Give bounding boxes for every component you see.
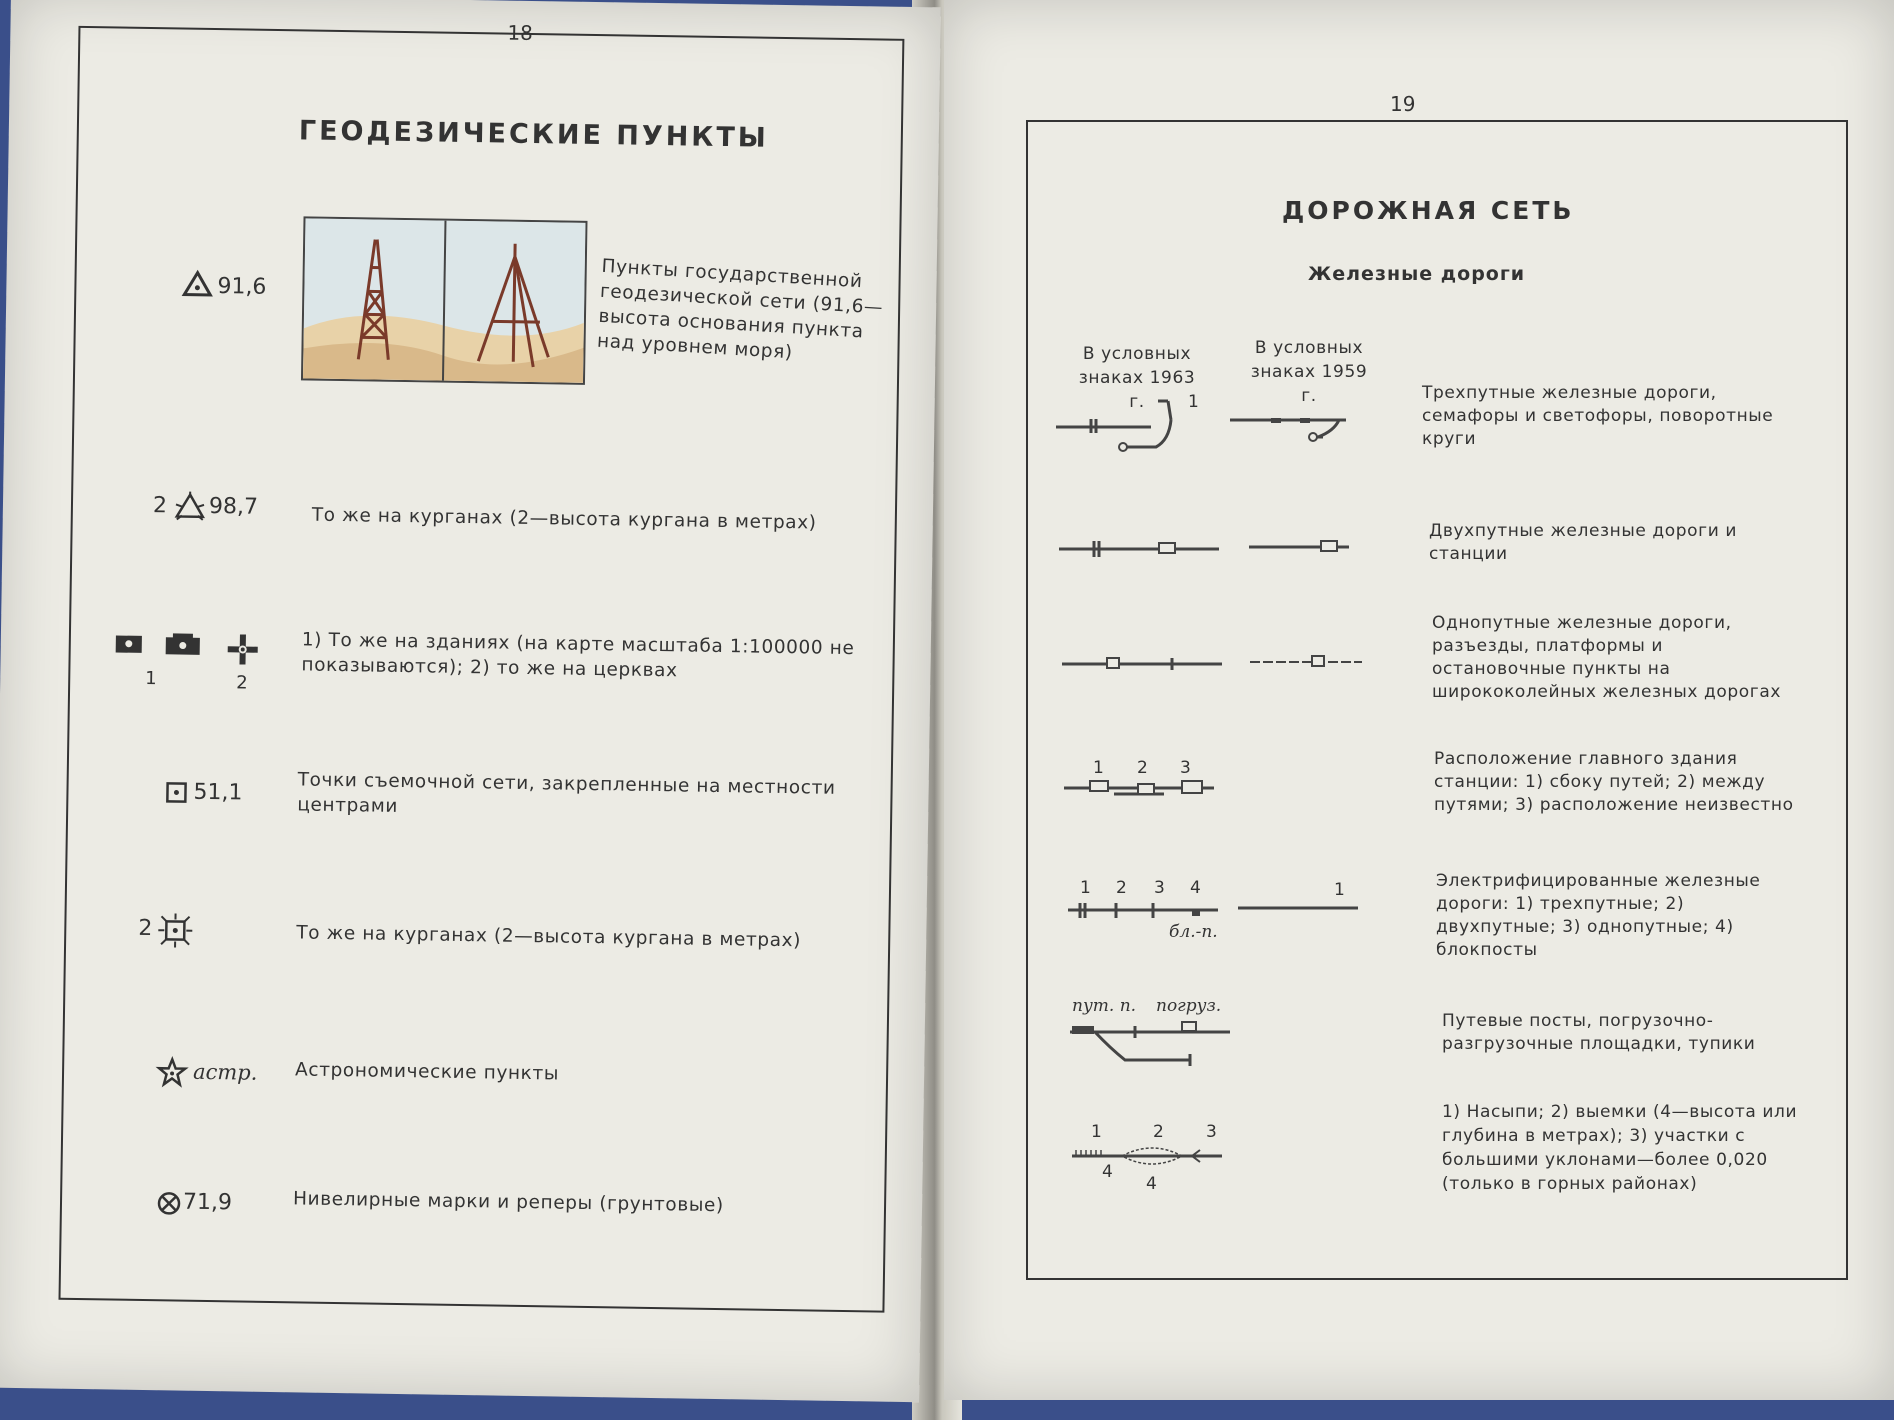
symbol-prefix: 2: [138, 915, 153, 942]
row-description: Однопутные железные дороги, разъезды, платформы и остановочные пункты на ширококолейных железных дорогах: [1432, 613, 1782, 702]
geodetic-tower-illustration: [301, 216, 588, 384]
row-description: Двухпутные железные дороги и станции: [1429, 521, 1738, 564]
triple-track-symbols: [1056, 395, 1356, 455]
symbol-label: 71,9: [182, 1189, 233, 1216]
symbol-number: 2: [1137, 758, 1148, 778]
symbol-prefix: 2: [152, 493, 168, 519]
triangle-icon: [182, 271, 212, 301]
symbol-label: 98,7: [208, 493, 259, 520]
row-description: Астрономические пункты: [294, 1059, 560, 1085]
symbol-label: 91,6: [217, 274, 267, 300]
depth-label: 4: [1146, 1174, 1157, 1194]
symbol-number: 2: [1153, 1122, 1164, 1142]
single-track-symbols: [1062, 650, 1362, 680]
blockpost-abbr: бл.-п.: [1169, 922, 1218, 942]
row-description: Нивелирные марки и реперы (грунтовые): [292, 1188, 724, 1217]
symbol-number: 1: [1091, 1122, 1102, 1142]
left-page: [0, 0, 941, 1402]
depth-label: 4: [1102, 1162, 1113, 1182]
symbol-number: 1: [1188, 392, 1199, 412]
symbol-label: 51,1: [193, 779, 243, 806]
symbol-number: 3: [1180, 758, 1191, 778]
symbol-number: 3: [1154, 878, 1165, 898]
electrified-track-symbols: [1068, 898, 1388, 928]
symbol-label: астр.: [192, 1059, 258, 1085]
column-header-1963: В условных знаках 1963 г.: [1078, 344, 1196, 412]
square-on-mound-icon: [158, 913, 193, 952]
row-description: 1) То же на зданиях (на карте масштаба 1:100000 не показываются); 2) то же на церквах: [301, 629, 855, 682]
row-description: Трехпутные железные дороги, семафоры и светофоры, поворотные круги: [1422, 383, 1774, 449]
loading-abbr: погруз.: [1156, 996, 1222, 1016]
benchmark-icon: [157, 1191, 181, 1219]
row-description: Электрифицированные железные дороги: 1) трехпутные; 2) двухпутные; 3) однопутные; 4) блокпосты: [1436, 871, 1761, 960]
page-title: ГЕОДЕЗИЧЕСКИЕ ПУНКТЫ: [298, 115, 770, 154]
star-icon: [157, 1057, 188, 1091]
building-tower-icon: [165, 633, 201, 660]
symbol-index: 2: [236, 672, 248, 694]
church-icon: [227, 634, 258, 668]
symbol-number: 1: [1093, 758, 1104, 778]
track-post-symbols: [1070, 1020, 1240, 1070]
symbol-number: 1: [1080, 878, 1091, 898]
section-subtitle: Железные дороги: [1308, 263, 1526, 285]
square-point-icon: [165, 781, 187, 807]
column-header-1959: В условных знаках 1959 г.: [1250, 338, 1368, 406]
building-icon: [115, 634, 143, 658]
station-building-symbols: [1064, 778, 1224, 808]
symbol-number: 1: [1334, 880, 1345, 900]
row-description: То же на курганах (2—высота кургана в метрах): [311, 504, 817, 534]
page-number: 19: [1390, 92, 1416, 116]
symbol-index: 1: [145, 667, 157, 690]
row-description: Путевые посты, погрузочно-разгрузочные площадки, тупики: [1442, 1011, 1756, 1054]
row-description: То же на курганах (2—высота кургана в метрах): [296, 922, 802, 952]
double-track-symbols: [1059, 535, 1359, 565]
row-description: 1) Насыпи; 2) выемки (4—высота или глубина в метрах); 3) участки с большими уклонами—более 0,020 (только в горных районах): [1442, 1102, 1798, 1194]
row-description: Точки съемочной сети, закрепленные на местности центрами: [297, 769, 836, 817]
triangle-on-mound-icon: [174, 491, 207, 525]
symbol-number: 3: [1206, 1122, 1217, 1142]
page-title: ДОРОЖНАЯ СЕТЬ: [1282, 196, 1575, 225]
symbol-number: 2: [1116, 878, 1127, 898]
row-description: Пункты государственной геодезической сети (91,6—высота основания пункта над уровнем моря): [596, 255, 884, 364]
embankment-symbols: [1072, 1142, 1232, 1172]
row-description: Расположение главного здания станции: 1) сбоку путей; 2) между путями; 3) расположение неизвестно: [1434, 749, 1794, 815]
page-number: 18: [507, 20, 534, 45]
symbol-number: 4: [1190, 878, 1201, 898]
track-post-abbr: пут. п.: [1072, 996, 1137, 1016]
right-page: [944, 0, 1894, 1400]
